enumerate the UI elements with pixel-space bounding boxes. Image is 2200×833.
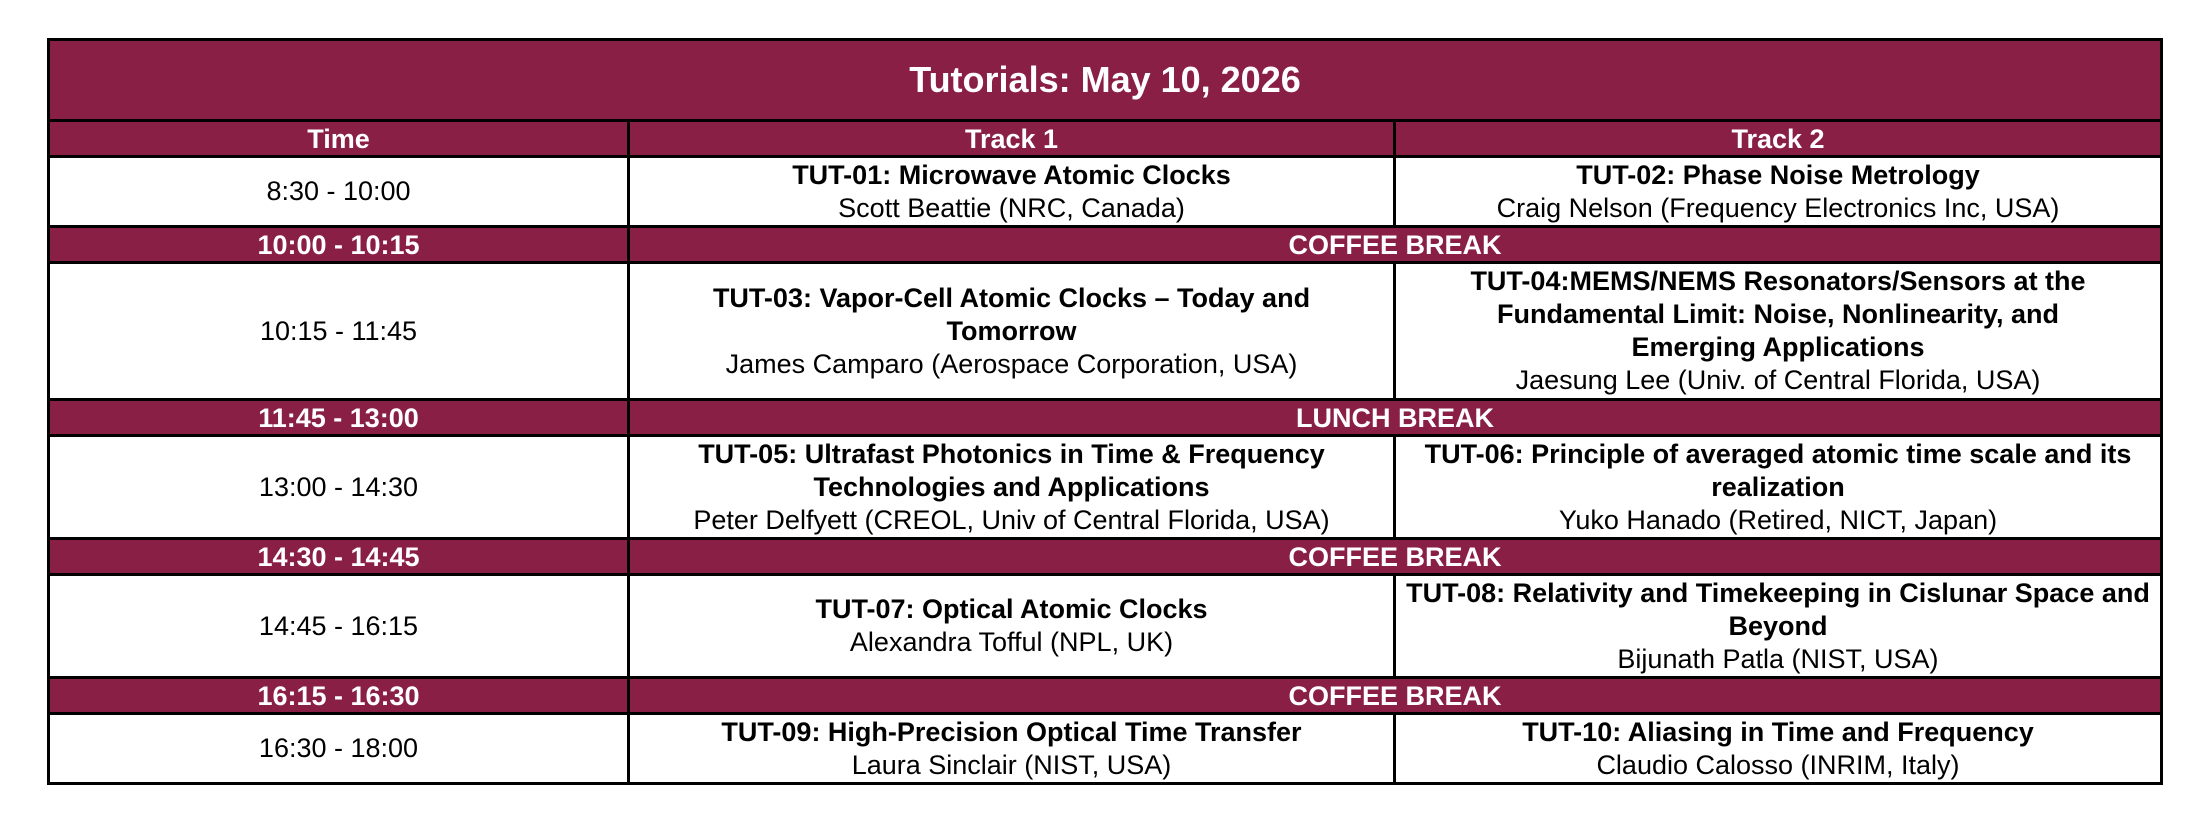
break-row — [49, 678, 2162, 714]
session-title: TUT-05: Ultrafast Photonics in Time & Frequency Technologies and Applications — [698, 438, 1325, 502]
track-1-session — [629, 714, 1395, 784]
track-1-session — [629, 575, 1395, 678]
session-title: TUT-07: Optical Atomic Clocks — [815, 594, 1208, 624]
session-speaker: Laura Sinclair (NIST, USA) — [851, 749, 1172, 780]
session-speaker: Craig Nelson (Frequency Electronics Inc, USA) — [1496, 192, 2060, 223]
session-title: TUT-09: High-Precision Optical Time Transfer — [721, 716, 1302, 747]
session-title: TUT-06: Principle of averaged atomic time scale and its realization — [1424, 438, 2132, 502]
tutorial-schedule-table — [47, 38, 2163, 785]
session-time: 8:30 - 10:00 — [49, 157, 629, 227]
session-speaker: Bijunath Patla (NIST, USA) — [1617, 643, 1939, 674]
header-time: Time — [49, 121, 629, 157]
session-row — [49, 263, 2162, 400]
header-track-1: Track 1 — [629, 121, 1395, 157]
session-speaker: Scott Beattie (NRC, Canada) — [838, 192, 1185, 223]
track-2-session — [1395, 575, 2162, 678]
session-speaker: James Camparo (Aerospace Corporation, USA) — [725, 348, 1298, 379]
session-title: TUT-02: Phase Noise Metrology — [1576, 159, 1980, 190]
track-2-session — [1395, 263, 2162, 400]
break-row — [49, 227, 2162, 263]
session-title: TUT-08: Relativity and Timekeeping in Cislunar Space and Beyond — [1406, 577, 2150, 641]
session-time: 14:45 - 16:15 — [49, 575, 629, 678]
break-row — [49, 539, 2162, 575]
track-2-session — [1395, 714, 2162, 784]
break-row — [49, 400, 2162, 436]
session-row — [49, 575, 2162, 678]
session-title: TUT-03: Vapor-Cell Atomic Clocks – Today and Tomorrow — [712, 282, 1311, 346]
schedule-title: Tutorials: May 10, 2026 — [49, 40, 2162, 121]
break-time: 11:45 - 13:00 — [49, 400, 629, 436]
session-speaker: Alexandra Tofful (NPL, UK) — [849, 627, 1174, 657]
session-title: TUT-04:MEMS/NEMS Resonators/Sensors at the Fundamental Limit: Noise, Nonlinearity, and Emerging Applications — [1470, 266, 2086, 362]
session-time: 16:30 - 18:00 — [49, 714, 629, 784]
track-1-session — [629, 436, 1395, 539]
track-1-session — [629, 157, 1395, 227]
header-row — [49, 121, 2162, 157]
session-speaker: Jaesung Lee (Univ. of Central Florida, USA) — [1515, 365, 2041, 395]
session-speaker: Yuko Hanado (Retired, NICT, Japan) — [1558, 504, 1998, 535]
session-title: TUT-10: Aliasing in Time and Frequency — [1522, 716, 2034, 747]
session-row — [49, 714, 2162, 784]
break-label: COFFEE BREAK — [629, 539, 2162, 575]
break-time: 14:30 - 14:45 — [49, 539, 629, 575]
session-row — [49, 436, 2162, 539]
session-row — [49, 157, 2162, 227]
track-1-session — [629, 263, 1395, 400]
session-speaker: Peter Delfyett (CREOL, Univ of Central Florida, USA) — [693, 504, 1330, 535]
session-title: TUT-01: Microwave Atomic Clocks — [792, 159, 1231, 190]
break-time: 10:00 - 10:15 — [49, 227, 629, 263]
break-label: LUNCH BREAK — [629, 400, 2162, 436]
session-speaker: Claudio Calosso (INRIM, Italy) — [1596, 749, 1960, 780]
session-time: 10:15 - 11:45 — [49, 263, 629, 400]
header-track-2: Track 2 — [1395, 121, 2162, 157]
track-2-session — [1395, 436, 2162, 539]
break-label: COFFEE BREAK — [629, 227, 2162, 263]
track-2-session — [1395, 157, 2162, 227]
break-time: 16:15 - 16:30 — [49, 678, 629, 714]
session-time: 13:00 - 14:30 — [49, 436, 629, 539]
break-label: COFFEE BREAK — [629, 678, 2162, 714]
